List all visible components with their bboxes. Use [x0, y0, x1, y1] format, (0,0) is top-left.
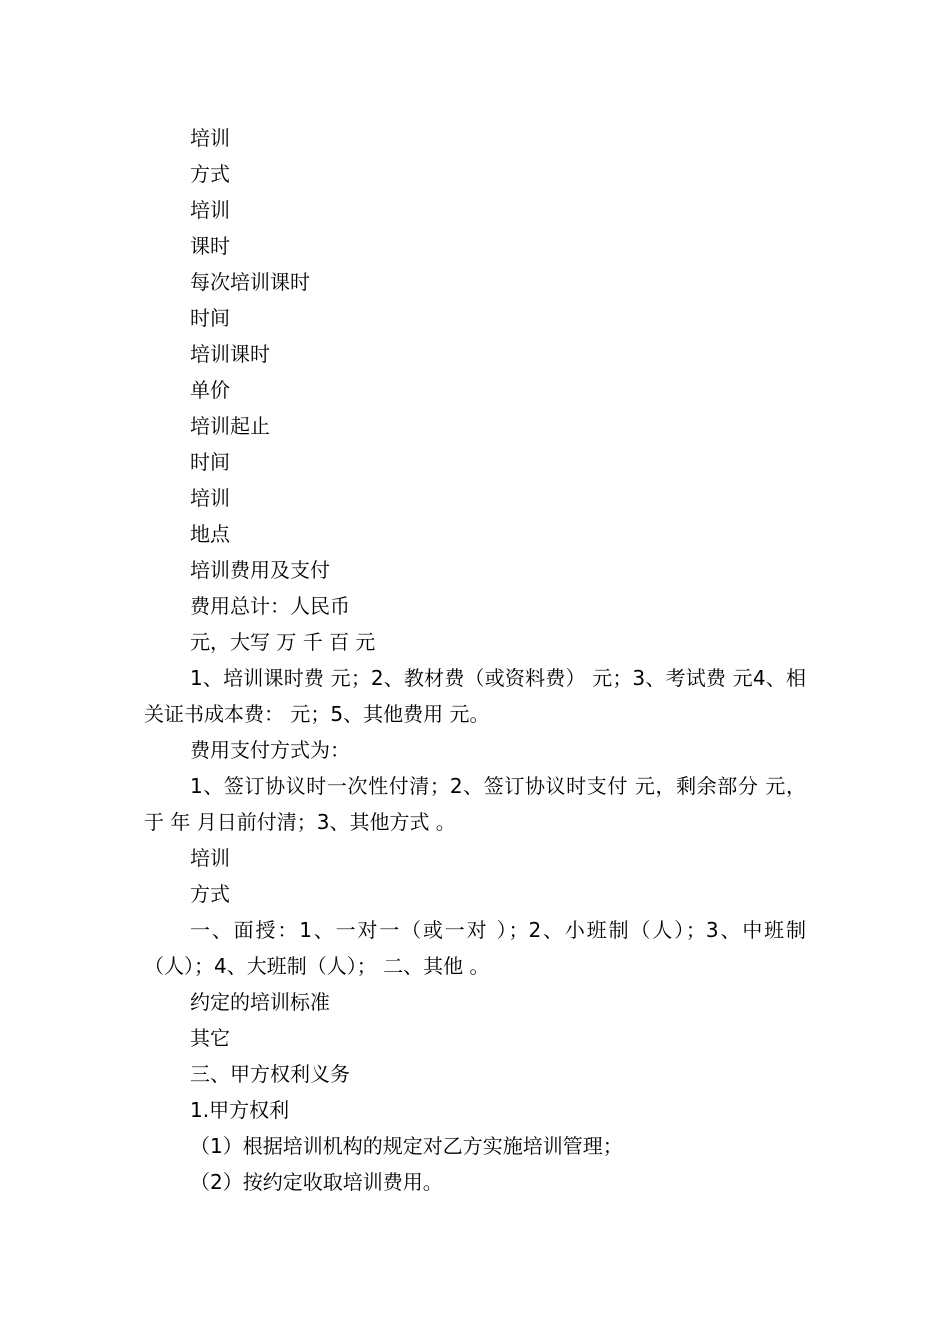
paragraph: 培训 [190, 126, 230, 150]
paragraph: 一、面授：1、一对一（或一对 ）；2、小班制（人）；3、中班制（人）；4、大班制（人）； 二、其他 。 [144, 918, 806, 978]
paragraph: 培训 [190, 486, 230, 510]
paragraph: 每次培训课时 [190, 270, 310, 294]
document-page [144, 120, 806, 1200]
paragraph: 课时 [190, 234, 230, 258]
subsection-heading: 1.甲方权利 [190, 1098, 290, 1122]
paragraph: 时间 [190, 306, 230, 330]
paragraph: 费用总计：人民币 [190, 594, 350, 618]
paragraph: 方式 [190, 162, 230, 186]
paragraph: 元，大写 万 千 百 元 [190, 630, 376, 654]
paragraph: 1、签订协议时一次性付清；2、签订协议时支付 元，剩余部分 元，于 年 月日前付清；3、其他方式 。 [144, 774, 806, 834]
paragraph: 单价 [190, 378, 230, 402]
paragraph: 方式 [190, 882, 230, 906]
paragraph: 培训 [190, 846, 230, 870]
list-item: （1）根据培训机构的规定对乙方实施培训管理； [190, 1134, 623, 1158]
list-item: （2）按约定收取培训费用。 [190, 1170, 443, 1194]
paragraph: 其它 [190, 1026, 230, 1050]
paragraph: 培训起止 [190, 414, 270, 438]
paragraph: 1、培训课时费 元；2、教材费（或资料费） 元；3、考试费 元4、相关证书成本费： 元；5、其他费用 元。 [144, 666, 806, 726]
paragraph: 约定的培训标准 [190, 990, 330, 1014]
section-heading: 培训费用及支付 [190, 558, 330, 582]
paragraph: 费用支付方式为： [190, 738, 350, 762]
section-heading: 三、甲方权利义务 [190, 1062, 350, 1086]
paragraph: 时间 [190, 450, 230, 474]
paragraph: 培训 [190, 198, 230, 222]
paragraph: 培训课时 [190, 342, 270, 366]
paragraph: 地点 [190, 522, 230, 546]
